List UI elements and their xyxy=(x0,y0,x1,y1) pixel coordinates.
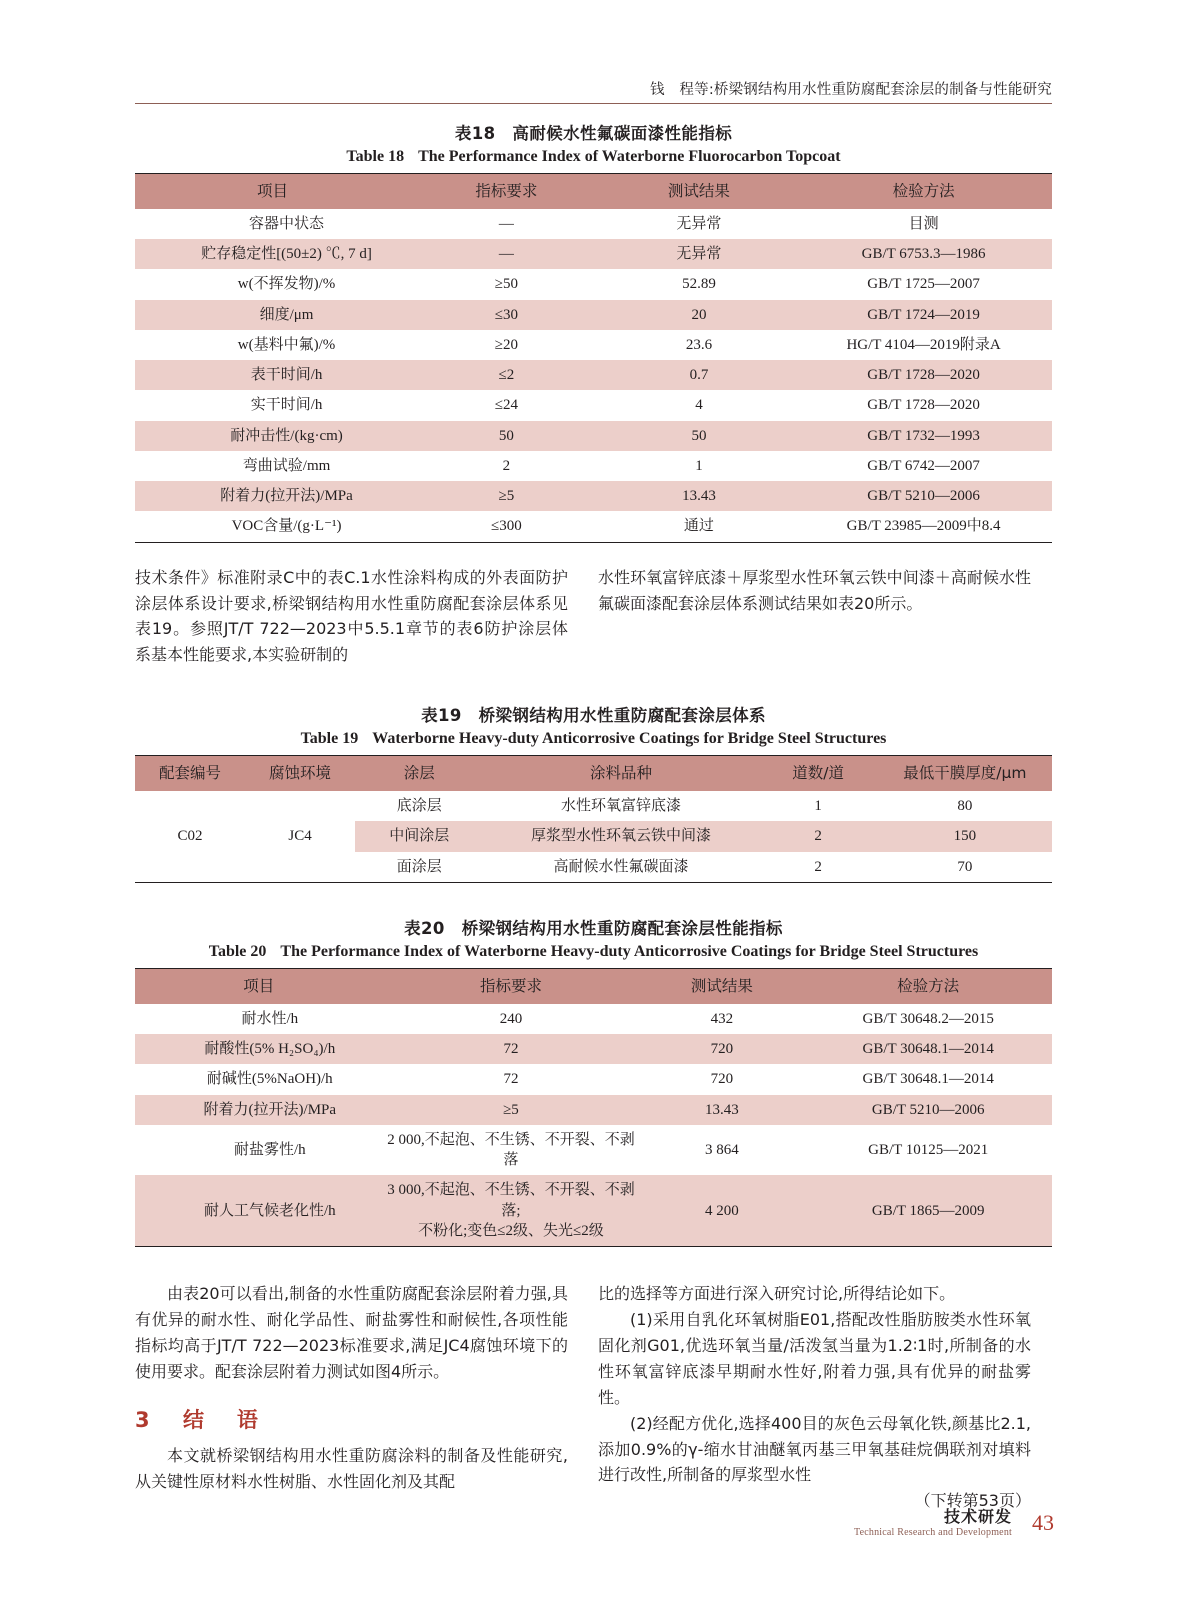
table19-header-cell: 涂料品种 xyxy=(483,756,758,791)
table20-cell: 720 xyxy=(639,1064,804,1094)
body2-left-paragraph-1: 由表20可以看出,制备的水性重防腐配套涂层附着力强,具有优异的耐水性、耐化学品性、耐盐雾性和耐候性,各项性能指标均高于JT/T 722—2023标准要求,满足JC4腐蚀环境下的使用要求。配套涂层附着力测试如图4所示。 xyxy=(135,1284,568,1381)
table20-cell: ≥5 xyxy=(383,1095,640,1125)
table18-cell: 13.43 xyxy=(603,481,796,511)
table18-row xyxy=(135,269,1052,299)
table18-cell: 细度/μm xyxy=(135,300,410,330)
table19-cell: 底涂层 xyxy=(355,791,483,821)
table18-cell: ≥20 xyxy=(410,330,603,360)
table20-cell: 耐人工气候老化性/h xyxy=(135,1175,383,1246)
table18-cell: ≤24 xyxy=(410,390,603,420)
table18-row xyxy=(135,360,1052,390)
table18-cell: ≥5 xyxy=(410,481,603,511)
running-head: 钱 程等:桥梁钢结构用水性重防腐配套涂层的制备与性能研究 xyxy=(650,82,1052,98)
table18-header-cell: 测试结果 xyxy=(603,174,796,209)
body-text-block-1 xyxy=(135,565,1052,669)
table19-caption-en xyxy=(135,730,1052,748)
table19-cell: 70 xyxy=(878,852,1052,882)
continued-note: （下转第53页） xyxy=(914,1491,1031,1511)
table20-caption-en xyxy=(135,943,1052,961)
table18-caption-en xyxy=(135,148,1052,166)
table19-caption-en-number: Table 19 xyxy=(300,730,359,748)
table20-wrap xyxy=(135,968,1052,1247)
body2-right-paragraph-1: 比的选择等方面进行深入研究讨论,所得结论如下。 xyxy=(598,1284,956,1304)
table18-caption-cn: 表18 高耐候水性氟碳面漆性能指标 xyxy=(454,124,733,143)
table19 xyxy=(135,756,1052,882)
body1-left-paragraph: 技术条件》标准附录C中的表C.1水性涂料构成的外表面防护涂层体系设计要求,桥梁钢结构用水性重防腐配套涂层体系见表19。参照JT/T 722—2023中5.5.1章节的表6防护涂层体系基本性能要求,本实验研制的 xyxy=(135,567,568,665)
table18-cell: 50 xyxy=(410,421,603,451)
table18-caption-en-number: Table 18 xyxy=(346,148,405,165)
table20-cell: 3 000,不起泡、不生锈、不开裂、不剥落; 不粉化;变色≤2级、失光≤2级 xyxy=(383,1175,640,1246)
table18-cell: 50 xyxy=(603,421,796,451)
table20-row xyxy=(135,1095,1052,1125)
table18-row xyxy=(135,239,1052,269)
table20-cell: GB/T 5210—2006 xyxy=(804,1095,1052,1125)
table18-cell: ≤2 xyxy=(410,360,603,390)
table19-cell: 1 xyxy=(759,791,878,821)
table19-header-cell: 最低干膜厚度/μm xyxy=(878,756,1052,791)
table18-cell: 表干时间/h xyxy=(135,360,410,390)
table18-cell: — xyxy=(410,209,603,239)
table18-cell: GB/T 6742—2007 xyxy=(795,451,1052,481)
table18-cell: w(不挥发物)/% xyxy=(135,269,410,299)
table18-header-row xyxy=(135,174,1052,209)
body2-left-column xyxy=(135,1281,568,1514)
table20-cell: 附着力(拉开法)/MPa xyxy=(135,1095,383,1125)
table18-cell: 20 xyxy=(603,300,796,330)
table20-cell: 2 000,不起泡、不生锈、不开裂、不剥落 xyxy=(383,1125,640,1176)
body1-right-paragraph: 水性环氧富锌底漆＋厚浆型水性环氧云铁中间漆＋高耐候水性氟碳面漆配套涂层体系测试结果如表20所示。 xyxy=(598,567,1031,613)
table18-row xyxy=(135,300,1052,330)
table18-cell: 1 xyxy=(603,451,796,481)
table19-cell-env: JC4 xyxy=(245,791,355,882)
table20-row xyxy=(135,1004,1052,1034)
table20-cell: 耐盐雾性/h xyxy=(135,1125,383,1176)
table20 xyxy=(135,969,1052,1246)
table18-cell: GB/T 23985—2009中8.4 xyxy=(795,511,1052,541)
table20-row xyxy=(135,1175,1052,1246)
table18-cell: 23.6 xyxy=(603,330,796,360)
table20-cell: 240 xyxy=(383,1004,640,1034)
table20-cell: 耐酸性(5% H₂SO₄)/h xyxy=(135,1034,383,1064)
table18-cell: GB/T 1732—1993 xyxy=(795,421,1052,451)
table19-cell: 150 xyxy=(878,821,1052,851)
table20-caption-en-number: Table 20 xyxy=(208,942,267,960)
table20-header-row xyxy=(135,969,1052,1004)
table18-cell: 附着力(拉开法)/MPa xyxy=(135,481,410,511)
table18-cell: — xyxy=(410,239,603,269)
table20-row xyxy=(135,1034,1052,1064)
table18-cell: ≤30 xyxy=(410,300,603,330)
table19-cell: 2 xyxy=(759,821,878,851)
table20-cell: 13.43 xyxy=(639,1095,804,1125)
body2-right-paragraph-2: (1)采用自乳化环氧树脂E01,搭配改性脂肪胺类水性环氧固化剂G01,优选环氧当量/活泼氢当量为1.2∶1时,所制备的水性环氧富锌底漆早期耐水性好,附着力强,具有优异的耐盐雾性。 xyxy=(598,1310,1031,1407)
table20-header-cell: 项目 xyxy=(135,969,383,1004)
page-footer xyxy=(854,1504,1052,1540)
table18-row xyxy=(135,451,1052,481)
table19-cell: 80 xyxy=(878,791,1052,821)
table18-cell: GB/T 1728—2020 xyxy=(795,360,1052,390)
table20-row xyxy=(135,1125,1052,1176)
table19-cell: 2 xyxy=(759,852,878,882)
table19-cell: 水性环氧富锌底漆 xyxy=(483,791,758,821)
table19-cell: 面涂层 xyxy=(355,852,483,882)
table18-cell: 通过 xyxy=(603,511,796,541)
table19-header-cell: 配套编号 xyxy=(135,756,245,791)
table18-wrap xyxy=(135,173,1052,543)
table20-cell: 432 xyxy=(639,1004,804,1034)
table20-cell: GB/T 10125—2021 xyxy=(804,1125,1052,1176)
body2-left-paragraph-2: 本文就桥梁钢结构用水性重防腐涂料的制备及性能研究,从关键性原材料水性树脂、水性固化剂及其配 xyxy=(135,1445,568,1491)
table20-header-cell: 指标要求 xyxy=(383,969,640,1004)
table18-cell: GB/T 1724—2019 xyxy=(795,300,1052,330)
table18-cell: 容器中状态 xyxy=(135,209,410,239)
table18-row xyxy=(135,481,1052,511)
table18-cell: GB/T 5210—2006 xyxy=(795,481,1052,511)
table19-cell-code: C02 xyxy=(135,791,245,882)
table18-cell: ≥50 xyxy=(410,269,603,299)
table20-cell: 4 200 xyxy=(639,1175,804,1246)
section-number: 3 xyxy=(135,1407,156,1432)
table20-row xyxy=(135,1064,1052,1094)
table20-cell: 耐碱性(5%NaOH)/h xyxy=(135,1064,383,1094)
table20-header-cell: 检验方法 xyxy=(804,969,1052,1004)
table20-cell: GB/T 30648.1—2014 xyxy=(804,1034,1052,1064)
table18-caption-en-text: The Performance Index of Waterborne Fluorocarbon Topcoat xyxy=(418,148,841,165)
table19-cell: 中间涂层 xyxy=(355,821,483,851)
table20-cell: 耐水性/h xyxy=(135,1004,383,1034)
table19-header-cell: 道数/道 xyxy=(759,756,878,791)
table19-caption-en-text: Waterborne Heavy-duty Anticorrosive Coatings for Bridge Steel Structures xyxy=(372,730,887,748)
table20-cell: 720 xyxy=(639,1034,804,1064)
table18-cell: 目测 xyxy=(795,209,1052,239)
table18-cell: GB/T 1728—2020 xyxy=(795,390,1052,420)
table18-cell: GB/T 1725—2007 xyxy=(795,269,1052,299)
table20-header-cell: 测试结果 xyxy=(639,969,804,1004)
page-number: 43 xyxy=(1032,1510,1054,1535)
footer-label-cn: 技术研发 xyxy=(943,1507,1012,1526)
table20-cell: GB/T 30648.1—2014 xyxy=(804,1064,1052,1094)
table18 xyxy=(135,174,1052,542)
table18-cell: 贮存稳定性[(50±2) ℃, 7 d] xyxy=(135,239,410,269)
table19-header-cell: 腐蚀环境 xyxy=(245,756,355,791)
table19-cell: 厚浆型水性环氧云铁中间漆 xyxy=(483,821,758,851)
table18-row xyxy=(135,390,1052,420)
header-rule xyxy=(135,103,1052,104)
body-text-block-2 xyxy=(135,1281,1052,1514)
table18-cell: 无异常 xyxy=(603,239,796,269)
table20-caption-en-text: The Performance Index of Waterborne Heavy-duty Anticorrosive Coatings for Bridge Steel Structures xyxy=(280,942,979,960)
table18-cell: VOC含量/(g·L⁻¹) xyxy=(135,511,410,541)
table19-wrap xyxy=(135,755,1052,883)
table19-header-cell: 涂层 xyxy=(355,756,483,791)
table19-row xyxy=(135,791,1052,821)
table18-cell: GB/T 6753.3—1986 xyxy=(795,239,1052,269)
table18-cell: 0.7 xyxy=(603,360,796,390)
body1-right-column xyxy=(598,565,1031,669)
table20-cell: GB/T 1865—2009 xyxy=(804,1175,1052,1246)
table19-cell: 高耐候水性氟碳面漆 xyxy=(483,852,758,882)
table18-cell: 弯曲试验/mm xyxy=(135,451,410,481)
table18-cell: w(基料中氟)/% xyxy=(135,330,410,360)
section-heading xyxy=(135,1403,568,1437)
table18-cell: 52.89 xyxy=(603,269,796,299)
table19-header-row xyxy=(135,756,1052,791)
table18-row xyxy=(135,209,1052,239)
table20-cell: GB/T 30648.2—2015 xyxy=(804,1004,1052,1034)
table20-caption-cn: 表20 桥梁钢结构用水性重防腐配套涂层性能指标 xyxy=(404,918,783,938)
table20-cell: 72 xyxy=(383,1034,640,1064)
table18-row xyxy=(135,330,1052,360)
table18-header-cell: 检验方法 xyxy=(795,174,1052,209)
table18-header-cell: 指标要求 xyxy=(410,174,603,209)
table20-cell: 72 xyxy=(383,1064,640,1094)
body2-right-paragraph-3: (2)经配方优化,选择400目的灰色云母氧化铁,颜基比2.1,添加0.9%的γ-缩水甘油醚氧丙基三甲氧基硅烷偶联剂对填料进行改性,所制备的厚浆型水性 xyxy=(598,1413,1031,1485)
table18-cell: 4 xyxy=(603,390,796,420)
table18-header-cell: 项目 xyxy=(135,174,410,209)
table20-cell: 3 864 xyxy=(639,1125,804,1176)
section-title: 结 语 xyxy=(182,1407,264,1432)
body2-right-column xyxy=(598,1281,1031,1514)
table18-cell: HG/T 4104—2019附录A xyxy=(795,330,1052,360)
body1-left-column xyxy=(135,565,568,669)
table18-cell: 耐冲击性/(kg·cm) xyxy=(135,421,410,451)
footer-label-en: Technical Research and Development xyxy=(854,1527,1012,1538)
table19-caption-cn: 表19 桥梁钢结构用水性重防腐配套涂层体系 xyxy=(421,706,766,726)
table18-cell: ≤300 xyxy=(410,511,603,541)
table18-cell: 实干时间/h xyxy=(135,390,410,420)
table18-cell: 2 xyxy=(410,451,603,481)
table18-row xyxy=(135,511,1052,541)
table18-cell: 无异常 xyxy=(603,209,796,239)
table18-row xyxy=(135,421,1052,451)
